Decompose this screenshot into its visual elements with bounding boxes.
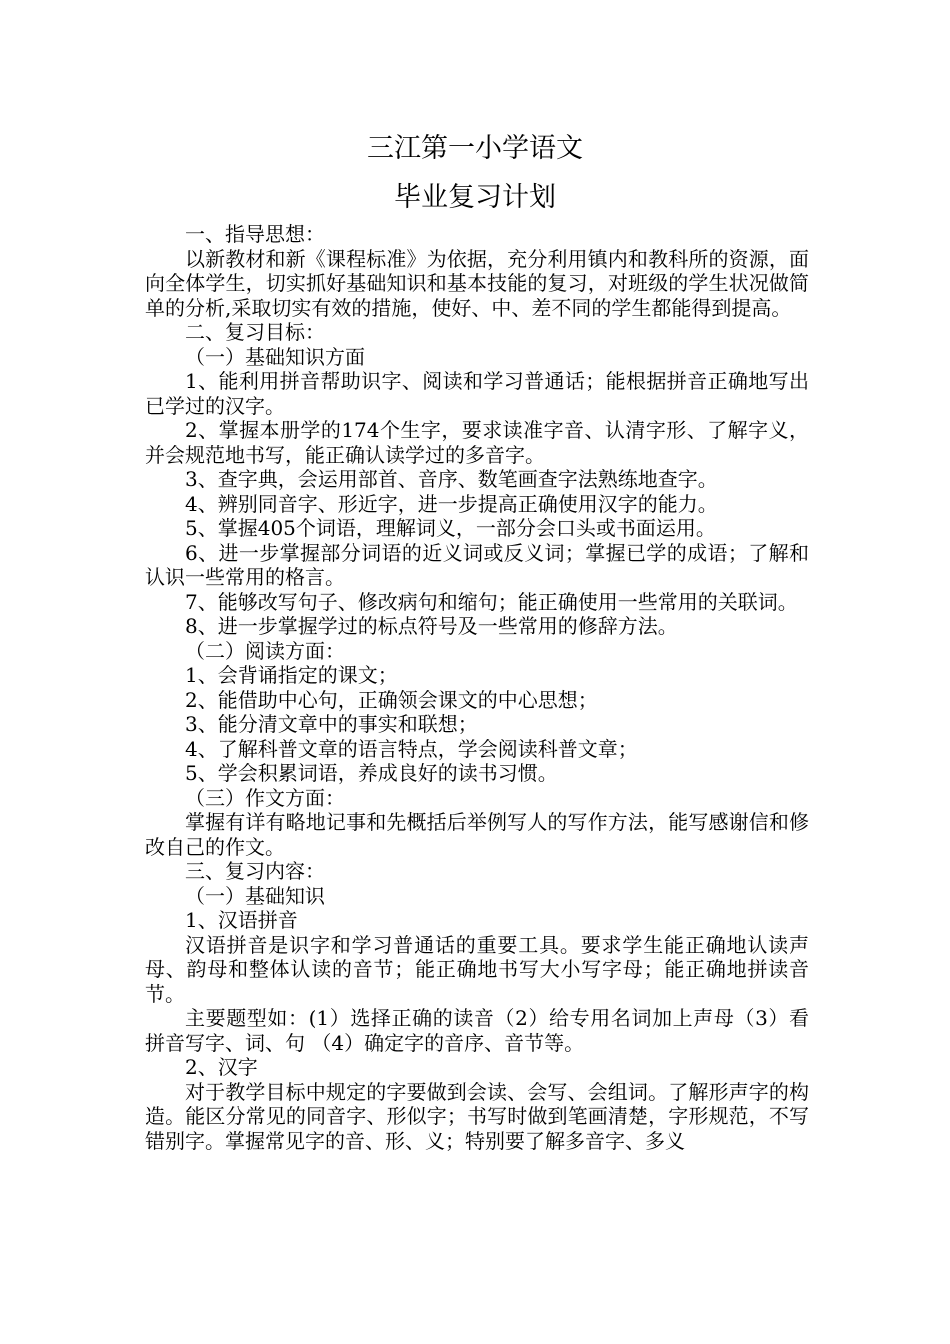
list-item: 5、掌握405个词语，理解词义，一部分会口头或书面运用。 bbox=[185, 516, 716, 540]
subsection-heading: （三）作文方面： bbox=[185, 785, 345, 810]
section-heading: 三、复习内容： bbox=[185, 859, 325, 883]
list-item: 1、会背诵指定的课文； bbox=[185, 663, 398, 687]
paragraph: 主要题型如：(1）选择正确的读音（2）给专用名词加上声母（3）看拼音写字、词、句 （4）确定字的音序、音节等。 bbox=[145, 1006, 809, 1055]
list-item: 6、进一步掌握部分词语的近义词或反义词；掌握已学的成语；了解和认识一些常用的格言。 bbox=[145, 540, 809, 589]
paragraph: 对于教学目标中规定的字要做到会读、会写、会组词。了解形声字的构造。能区分常见的同音字、形似字；书写时做到笔画清楚，字形规范，不写错别字。掌握常见字的音、形、义；特别要了解多音字、多义 bbox=[145, 1079, 809, 1153]
subsection-heading: （二）阅读方面： bbox=[185, 638, 345, 663]
subsection-heading: （一）基础知识方面 bbox=[185, 344, 365, 369]
list-item: 4、辨别同音字、形近字，进一步提高正确使用汉字的能力。 bbox=[185, 491, 718, 516]
list-item: 2、掌握本册学的174个生字，要求读准字音、认清字形、了解字义，并会规范地书写，能正确认读学过的多音字。 bbox=[145, 418, 809, 467]
list-item: 7、能够改写句子、修改病句和缩句；能正确使用一些常用的关联词。 bbox=[185, 589, 798, 614]
section-heading: 一、指导思想： bbox=[185, 222, 325, 246]
list-item: 3、能分清文章中的事实和联想； bbox=[185, 712, 478, 736]
paragraph: 汉语拼音是识字和学习普通话的重要工具。要求学生能正确地认读声母、韵母和整体认读的音节；能正确地书写大小写字母；能正确地拼读音节。 bbox=[145, 932, 809, 1006]
item-heading: 1、汉语拼音 bbox=[185, 908, 298, 932]
document-body bbox=[145, 222, 809, 1153]
list-item: 5、学会积累词语，养成良好的读书习惯。 bbox=[185, 761, 558, 785]
list-item: 2、能借助中心句，正确领会课文的中心思想； bbox=[185, 687, 598, 712]
section-heading: 二、复习目标： bbox=[185, 320, 325, 344]
item-heading: 2、汉字 bbox=[185, 1055, 258, 1079]
document-title-line-1: 三江第一小学语文 bbox=[367, 133, 583, 164]
subsection-heading: （一）基础知识 bbox=[185, 883, 325, 908]
list-item: 3、查字典，会运用部首、音序、数笔画查字法熟练地查字。 bbox=[185, 467, 718, 491]
list-item: 4、了解科普文章的语言特点，学会阅读科普文章； bbox=[185, 736, 638, 761]
document-title-line-2: 毕业复习计划 bbox=[394, 182, 556, 213]
paragraph: 掌握有详有略地记事和先概括后举例写人的写作方法，能写感谢信和修改自己的作文。 bbox=[145, 810, 809, 859]
paragraph: 以新教材和新《课程标准》为依据，充分利用镇内和教科所的资源，面向全体学生，切实抓好基础知识和基本技能的复习，对班级的学生状况做简单的分析,采取切实有效的措施，使好、中、差不同的学生都能得到提高。 bbox=[145, 246, 809, 320]
list-item: 1、能利用拼音帮助识字、阅读和学习普通话；能根据拼音正确地写出已学过的汉字。 bbox=[145, 369, 809, 418]
list-item: 8、进一步掌握学过的标点符号及一些常用的修辞方法。 bbox=[185, 614, 678, 638]
